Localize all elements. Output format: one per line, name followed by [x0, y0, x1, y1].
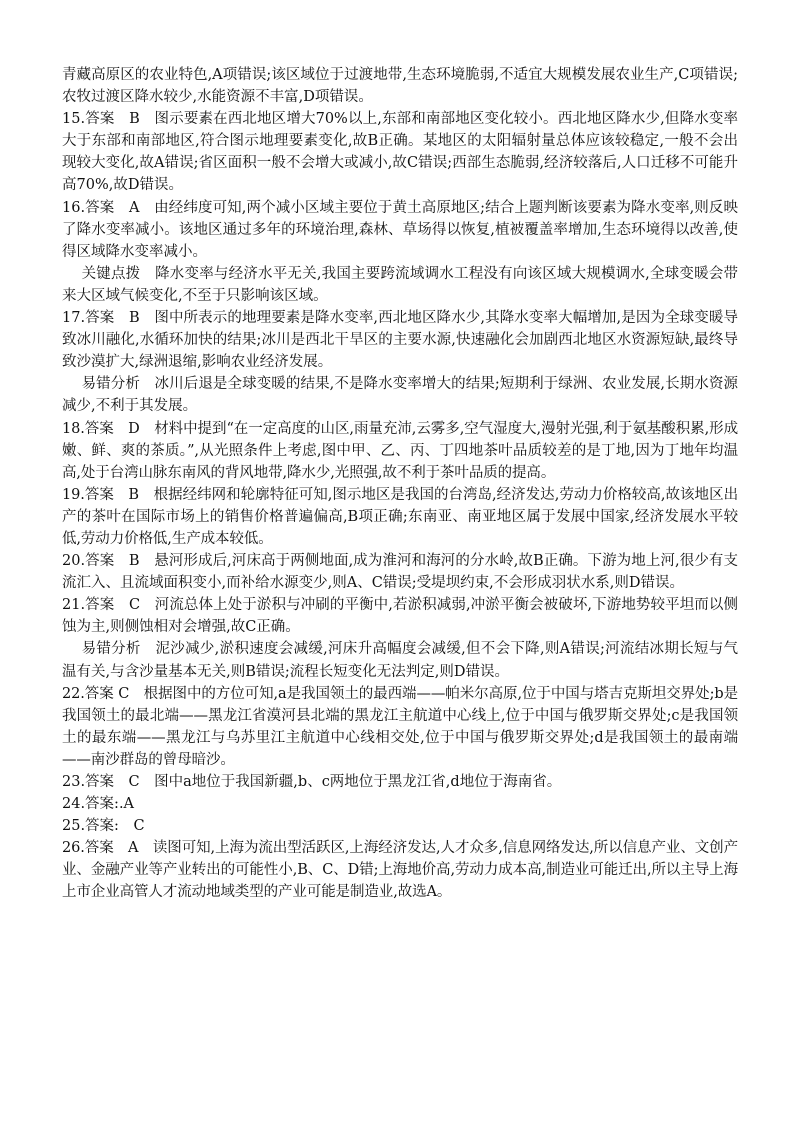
- answer-23: 23.答案 C 图中a地位于我国新疆,b、c两地位于黑龙江省,d地位于海南省。: [62, 774, 562, 790]
- answer-21: 21.答案 C 河流总体上处于淤积与冲刷的平衡中,若淤积减弱,冲淤平衡会被破坏,下游地势较平坦而以侧蚀为主,则侧蚀相对会增强,故C正确。: [62, 597, 738, 636]
- answer-22: 22.答案 C 根据图中的方位可知,a是我国领土的最西端——帕米尔高原,位于中国与塔吉克斯坦交界处;b是我国领土的最北端——黑龙江省漠河县北端的黑龙江主航道中心线上,位于中国与俄罗斯交界处;c是我国领土的最东端——黑龙江与乌苏里江主航道中心线相交处,位于中国与俄罗斯交界处;d是我国领土的最南端——南沙群岛的曾母暗沙。: [62, 685, 738, 768]
- key-tip-16: 关键点拨 降水变率与经济水平无关,我国主要跨流域调水工程没有向该区域大规模调水,全球变暖会带来大区域气候变化,不至于只影响该区域。: [62, 265, 738, 304]
- answer-14-continuation: 青藏高原区的农业特色,A项错误;该区域位于过渡地带,生态环境脆弱,不适宜大规模发展农业生产,C项错误;农牧过渡区降水较少,水能资源不丰富,D项错误。: [62, 67, 738, 106]
- answer-26: 26.答案 A 读图可知,上海为流出型活跃区,上海经济发达,人才众多,信息网络发达,所以信息产业、文创产业、金融产业等产业转出的可能性小,B、C、D错;上海地价高,劳动力成本高,制造业可能迁出,所以主导上海上市企业高管人才流动地域类型的产业可能是制造业,故选A。: [62, 840, 738, 901]
- answer-18: 18.答案 D 材料中提到“在一定高度的山区,雨量充沛,云雾多,空气湿度大,漫射光强,利于氨基酸积累,形成嫩、鲜、爽的茶质。”,从光照条件上考虑,图中甲、乙、丙、丁四地茶叶品质较差的是丁地,因为丁地年均温高,处于台湾山脉东南风的背风地带,降水少,光照强,故不利于茶叶品质的提高。: [62, 420, 738, 481]
- answer-25: 25.答案: C: [62, 818, 145, 835]
- answer-20: 20.答案 B 悬河形成后,河床高于两侧地面,成为淮河和海河的分水岭,故B正确。下游为地上河,很少有支流汇入、且流域面积变小,而补给水源变少,则A、C错误;受堤坝约束,不会形成羽状水系,则D错误。: [62, 553, 738, 592]
- answer-16: 16.答案 A 由经纬度可知,两个减小区域主要位于黄土高原地区;结合上题判断该要素为降水变率,则反映了降水变率减小。该地区通过多年的环境治理,森林、草场得以恢复,植被覆盖率增加,生态环境得以改善,使得区域降水变率减小。: [62, 199, 738, 260]
- answer-19: 19.答案 B 根据经纬网和轮廓特征可知,图示地区是我国的台湾岛,经济发达,劳动力价格较高,故该地区出产的茶叶在国际市场上的销售价格普遍偏高,B项正确;东南亚、南亚地区属于发展中国家,经济发展水平较低,劳动力价格低,生产成本较低。: [62, 486, 738, 547]
- answer-15: 15.答案 B 图示要素在西北地区增大70%以上,东部和南部地区变化较小。西北地区降水少,但降水变率大于东部和南部地区,符合图示地理要素变化,故B正确。某地区的太阳辐射量总体应该较稳定,一般不会出现较大变化,故A错误;省区面积一般不会增大或减小,故C错误;西部生态脆弱,经济较落后,人口迁移不可能升高70%,故D错误。: [62, 111, 738, 194]
- answer-text-block: [62, 64, 738, 904]
- answer-17: 17.答案 B 图中所表示的地理要素是降水变率,西北地区降水少,其降水变率大幅增加,是因为全球变暖导致冰川融化,水循环加快的结果;冰川是西北干旱区的主要水源,快速融化会加剧西北地区水资源短缺,最终导致沙漠扩大,绿洲退缩,影响农业经济发展。: [62, 310, 738, 371]
- error-analysis-17: 易错分析 冰川后退是全球变暖的结果,不是降水变率增大的结果;短期利于绿洲、农业发展,长期水资源减少,不利于其发展。: [62, 376, 738, 415]
- answer-24: 24.答案:.A: [62, 796, 135, 813]
- error-analysis-21: 易错分析 泥沙减少,淤积速度会减缓,河床升高幅度会减缓,但不会下降,则A错误;河流结冰期长短与气温有关,与含沙量基本无关,则B错误;流程长短变化无法判定,则D错误。: [62, 641, 738, 680]
